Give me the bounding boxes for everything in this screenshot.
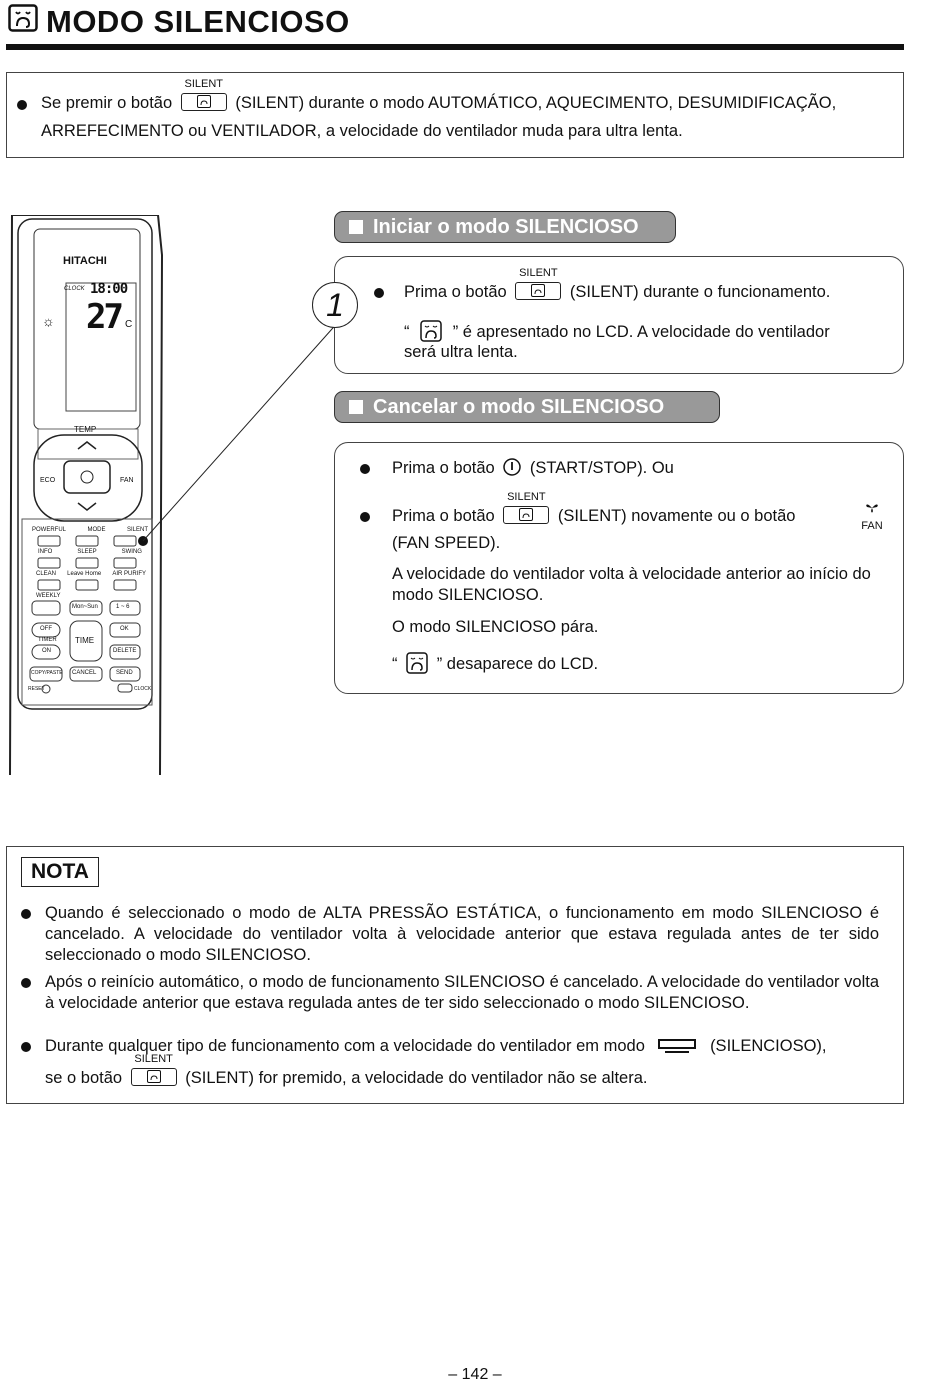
bullet	[21, 1042, 31, 1052]
silent-button-icon: SILENT	[181, 93, 227, 111]
remote-mon-sun: Mon~Sun	[72, 604, 98, 610]
square-icon	[349, 220, 363, 234]
remote-clock-display: 18:00	[90, 281, 128, 297]
silent-lcd-icon	[406, 652, 428, 680]
nota-tag: NOTA	[21, 857, 99, 887]
fan-label: FAN	[861, 520, 883, 532]
nota-item-2: Após o reinício automático, o modo de funcionamento SILENCIOSO é cancelado. A velocidade do ventilador volta à velocidade anterior que estava regulada antes de ter sido seleccionado o modo SILENCIOSO.	[45, 973, 879, 1012]
square-icon	[349, 400, 363, 414]
remote-row-1: POWERFUL MODE SILENT	[32, 527, 148, 533]
remote-time: TIME	[75, 636, 95, 645]
remote-row-2: INFO SLEEP SWING	[38, 549, 142, 555]
step-number-badge: 1	[312, 282, 358, 328]
cancel-paragraph-3: “ ” desaparece do LCD.	[392, 652, 598, 680]
silent-button-icon: SILENT	[503, 506, 549, 524]
title-text: MODO SILENCIOSO	[46, 4, 350, 39]
bullet	[21, 909, 31, 919]
nota-item-3-line-1: Durante qualquer tipo de funcionamento com a velocidade do ventilador em modo (SILENCIOSO),	[45, 1036, 885, 1060]
remote-clock-button: CLOCK	[134, 686, 152, 692]
remote-row-3: CLEAN Leave Home AIR PURIFY	[36, 571, 146, 577]
start-line-1: Prima o botão SILENT (SILENT) durante o funcionamento.	[404, 267, 831, 301]
cancel-bullet-2-line-2: (FAN SPEED).	[392, 534, 501, 552]
remote-weekly: WEEKLY	[36, 593, 61, 599]
silent-button-icon: SILENT	[515, 282, 561, 300]
remote-clock-label: CLOCK	[64, 286, 85, 292]
start-line-2: “ ” é apresentado no LCD. A velocidade do ventilador	[404, 320, 888, 348]
fan-speed-icon	[858, 500, 886, 532]
nota-item-3-line-2: se o botão SILENT (SILENT) for premido, a velocidade do ventilador não se altera.	[45, 1053, 648, 1087]
intro-line-1: Se premir o botão SILENT (SILENT) durante o modo AUTOMÁTICO, AQUECIMENTO, DESUMIDIFICAÇÃO,	[41, 78, 837, 112]
bullet	[374, 288, 384, 298]
cancel-bullet-2: Prima o botão SILENT (SILENT) novamente ou o botão	[392, 491, 796, 525]
cancel-paragraph-1: A velocidade do ventilador volta à velocidade anterior ao início do modo SILENCIOSO.	[392, 565, 871, 604]
sun-icon: ☼	[42, 313, 55, 329]
page-number: – 142 –	[448, 1366, 502, 1383]
intro-line-2: ARREFECIMENTO ou VENTILADOR, a velocidade do ventilador muda para ultra lenta.	[41, 122, 683, 140]
nota-item-1: Quando é seleccionado o modo de ALTA PRESSÃO ESTÁTICA, o funcionamento em modo SILENCIOSO é cancelado. A velocidade do ventilador volta à velocidade anterior que estava regulada antes de ter sido seleccionado o modo SILENCIOSO.	[45, 904, 879, 964]
silent-fan-mode-icon	[657, 1038, 697, 1060]
remote-reset: RESET	[28, 686, 45, 692]
bullet	[360, 512, 370, 522]
cancel-bullet-1: Prima o botão (START/STOP). Ou	[392, 458, 674, 482]
silent-button-icon: SILENT	[131, 1068, 177, 1086]
remote-temperature: 27	[86, 297, 121, 337]
remote-ok: OK	[120, 626, 129, 632]
remote-on: ON	[42, 648, 51, 654]
start-stop-icon	[503, 458, 521, 482]
remote-brand: HITACHI	[63, 255, 107, 267]
cancel-section-heading: Cancelar o modo SILENCIOSO	[334, 391, 720, 423]
cancel-paragraph-2: O modo SILENCIOSO pára.	[392, 618, 599, 636]
remote-copy-paste: COPY/PASTE	[31, 670, 63, 676]
start-line-3: será ultra lenta.	[404, 343, 518, 361]
bullet	[21, 978, 31, 988]
remote-send: SEND	[116, 670, 133, 676]
remote-temp-unit: C	[125, 319, 133, 330]
start-section-heading: Iniciar o modo SILENCIOSO	[334, 211, 676, 243]
remote-one-six: 1 ~ 6	[116, 604, 130, 610]
remote-off: OFF	[40, 626, 52, 632]
nota-box	[6, 846, 904, 1104]
remote-eco-label: ECO	[40, 477, 56, 484]
bullet	[360, 464, 370, 474]
remote-cancel: CANCEL	[72, 670, 97, 676]
remote-timer: TIMER	[38, 637, 57, 643]
remote-temp-label: TEMP	[74, 425, 97, 434]
remote-fan-label: FAN	[120, 477, 134, 484]
remote-delete: DELETE	[113, 648, 137, 654]
